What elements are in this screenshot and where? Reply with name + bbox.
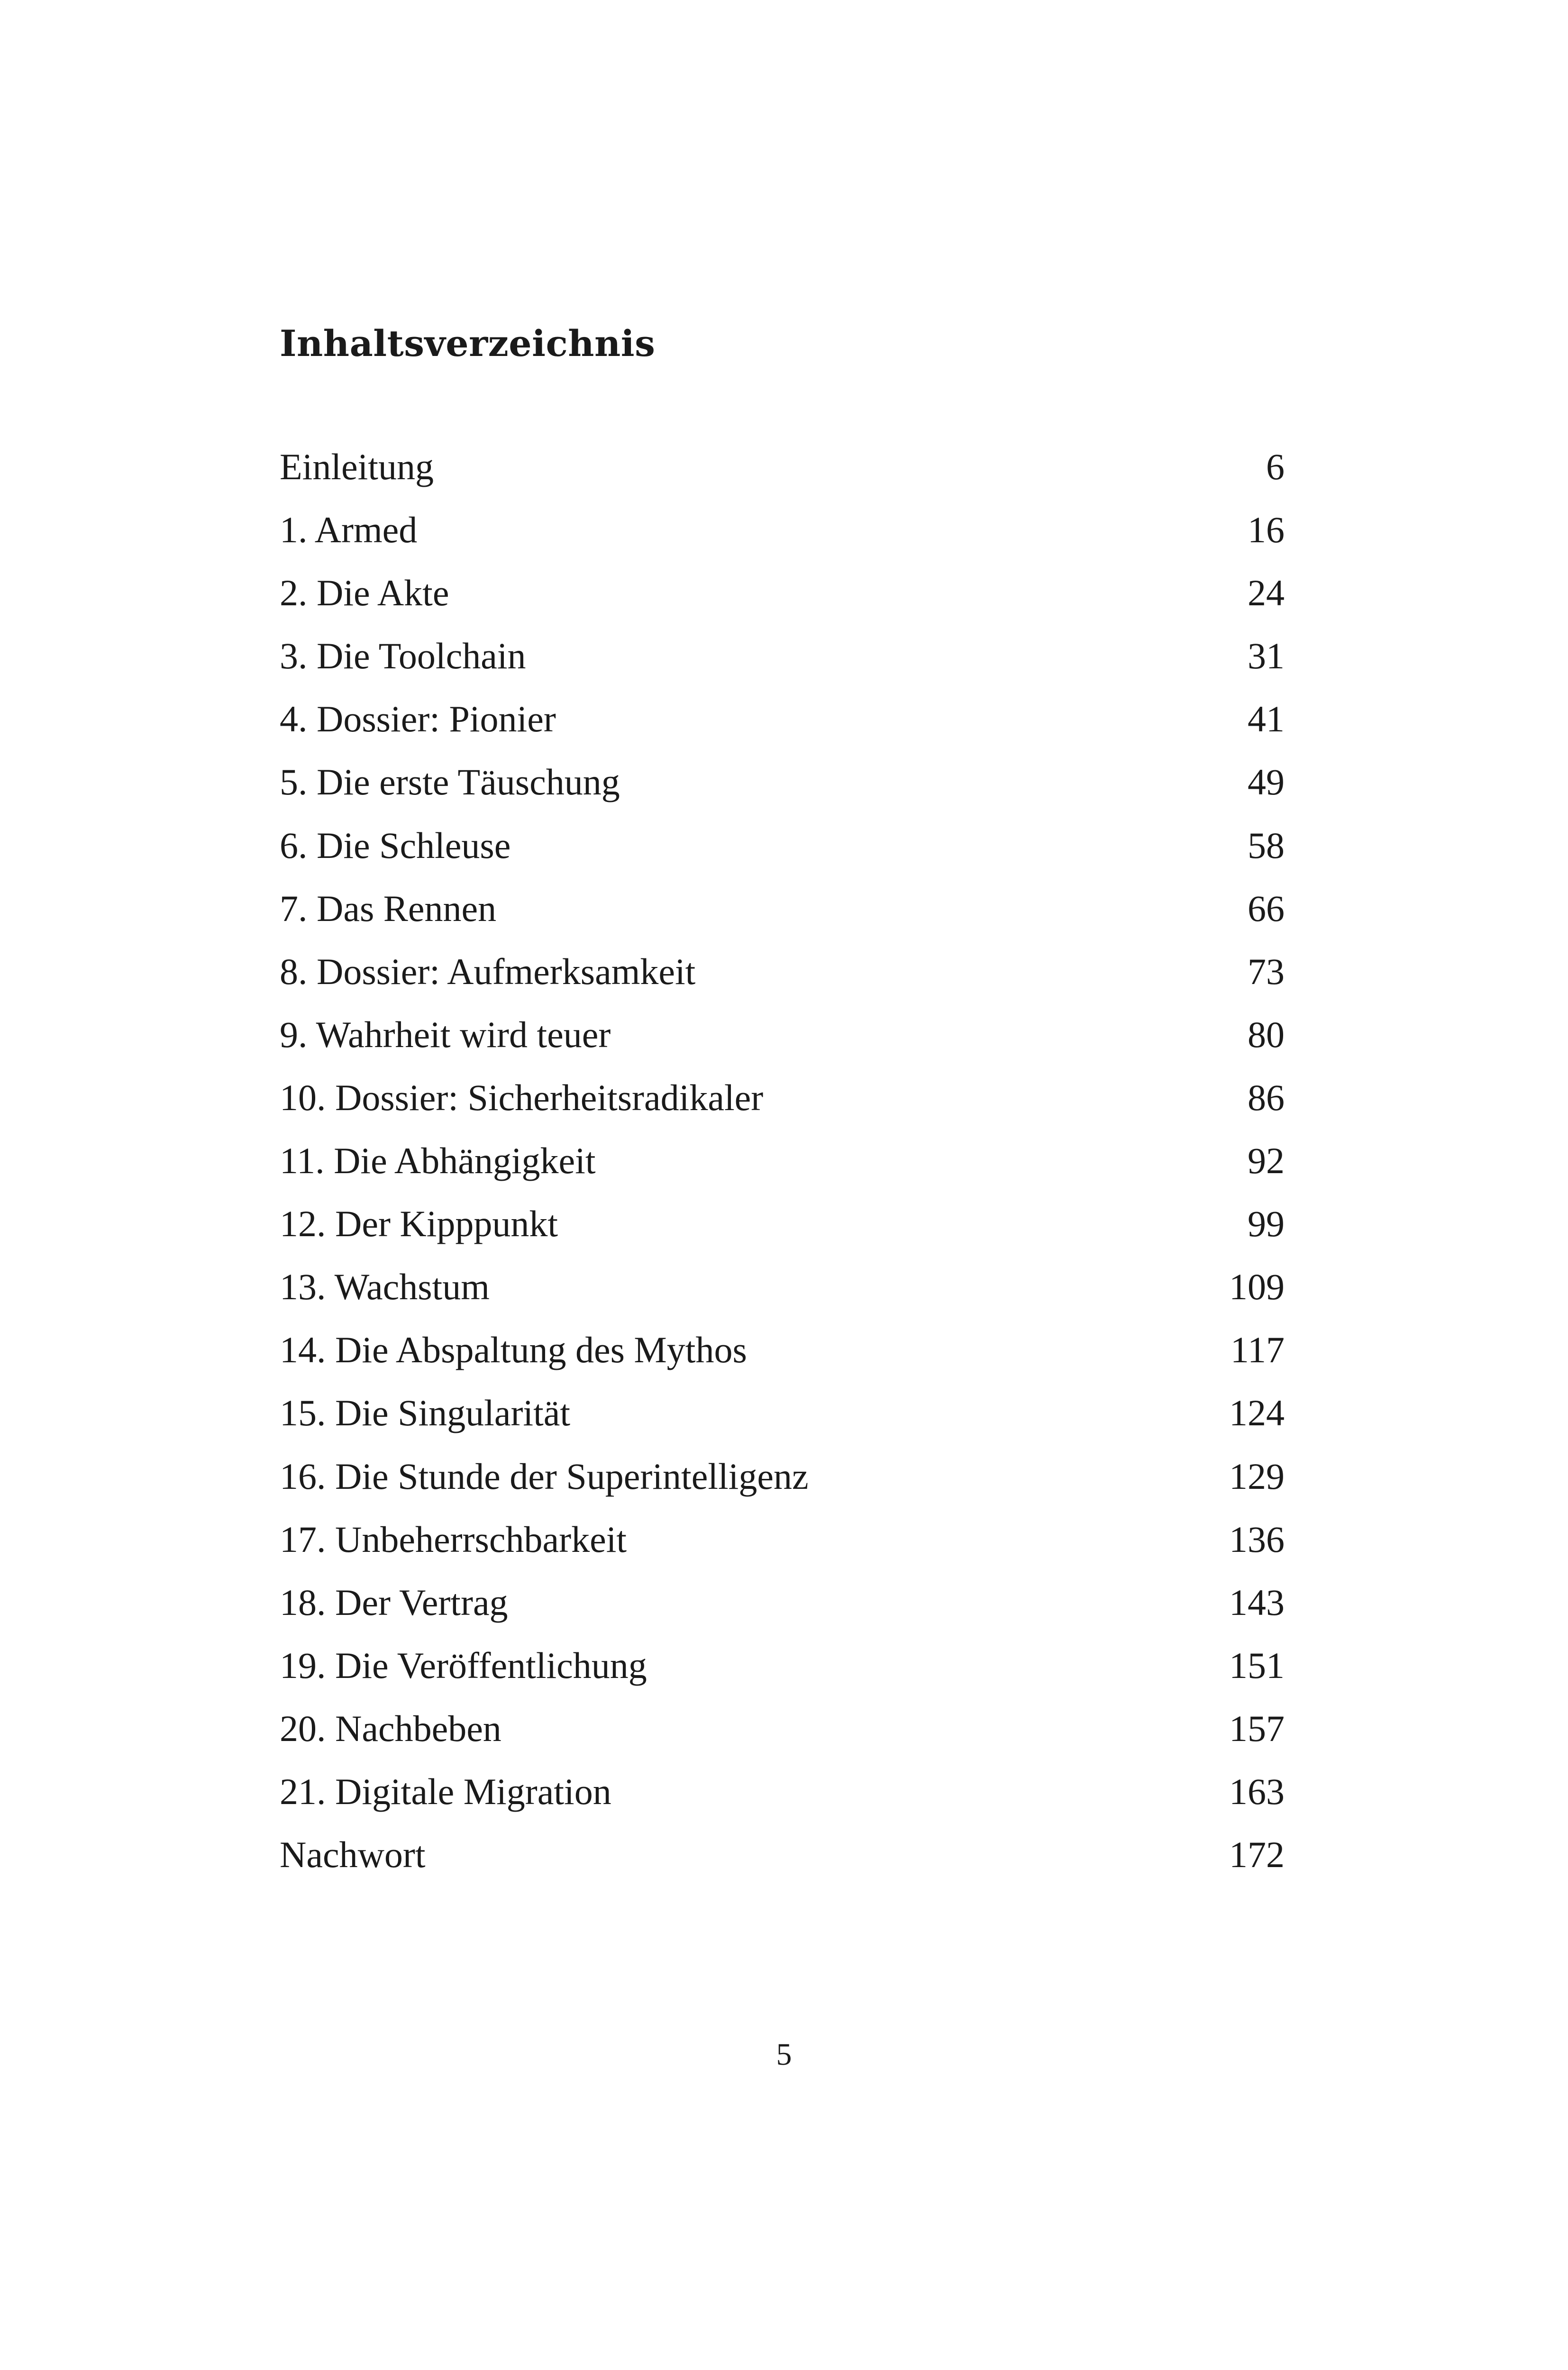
toc-entry-label: 5. Die erste Täuschung [280,761,620,803]
toc-entry-label: 13. Wachstum [280,1266,490,1308]
toc-entry-page: 86 [1248,1076,1285,1118]
toc-entry-label: 20. Nachbeben [280,1707,501,1749]
toc-entry-20 [280,1703,1285,1766]
toc-entry-9 [280,1009,1285,1072]
toc-entry-label: 19. Die Veröffentlichung [280,1644,647,1686]
toc-title: Inhaltsverzeichnis [280,322,656,365]
toc-entry-page: 157 [1229,1707,1285,1749]
toc-entry-10 [280,1072,1285,1135]
toc-entry-6 [280,820,1285,883]
toc-entry-page: 24 [1248,572,1285,614]
toc-entry-5 [280,756,1285,819]
toc-entry-page: 109 [1229,1266,1285,1308]
toc-entry-label: 12. Der Kipppunkt [280,1203,558,1245]
toc-entry-label: 21. Digitale Migration [280,1770,611,1812]
toc-entry-label: 15. Die Singularität [280,1392,571,1434]
toc-entry-21 [280,1766,1285,1829]
toc-entry-page: 172 [1229,1834,1285,1876]
toc-entry-page: 92 [1248,1140,1285,1182]
toc-entry-page: 143 [1229,1581,1285,1623]
page-number: 5 [776,2037,792,2072]
toc-entry-2 [280,567,1285,630]
toc-entry-14 [280,1324,1285,1387]
toc-entry-label: 8. Dossier: Aufmerksamkeit [280,950,696,992]
toc-entry-label: 16. Die Stunde der Superintelligenz [280,1455,809,1497]
toc-entry-label: 7. Das Rennen [280,887,497,929]
toc-entry-page: 31 [1248,635,1285,677]
toc-entry-page: 163 [1229,1770,1285,1812]
toc-entry-label: 2. Die Akte [280,572,449,614]
toc-entry-page: 66 [1248,887,1285,929]
toc-entry-label: 9. Wahrheit wird teuer [280,1013,611,1055]
toc-entry-19 [280,1640,1285,1703]
toc-entry-label: 3. Die Toolchain [280,635,526,677]
toc-entry-8 [280,946,1285,1009]
toc-entry-4 [280,693,1285,756]
toc-entry-page: 41 [1248,698,1285,740]
toc-entry-page: 58 [1248,824,1285,866]
toc-entry-7 [280,883,1285,946]
toc-entry-page: 136 [1229,1518,1285,1560]
toc-entry-label: Einleitung [280,446,434,487]
toc-entry-15 [280,1387,1285,1450]
toc-entry-label: 17. Unbeherrschbarkeit [280,1518,627,1560]
toc-entry-label: 10. Dossier: Sicherheitsradikaler [280,1076,764,1118]
toc-entry-label: 18. Der Vertrag [280,1581,508,1623]
toc-entry-18 [280,1577,1285,1640]
toc-entry-page: 16 [1248,509,1285,551]
toc-entry-nachwort [280,1829,1285,1892]
toc-entry-page: 49 [1248,761,1285,803]
toc-entry-16 [280,1450,1285,1513]
toc-entry-page: 124 [1229,1392,1285,1434]
toc-entry-page: 117 [1230,1329,1285,1371]
toc-entry-page: 6 [1266,446,1285,487]
toc-entry-label: Nachwort [280,1834,426,1876]
toc-entry-page: 99 [1248,1203,1285,1245]
toc-entry-page: 80 [1248,1013,1285,1055]
toc-entry-13 [280,1261,1285,1324]
toc-entry-page: 73 [1248,950,1285,992]
toc-entry-page: 129 [1229,1455,1285,1497]
toc-entry-11 [280,1135,1285,1198]
toc-entry-1 [280,504,1285,567]
toc-entry-12 [280,1198,1285,1261]
toc-entry-page: 151 [1229,1644,1285,1686]
toc-entry-3 [280,630,1285,693]
toc-entry-label: 11. Die Abhängigkeit [280,1140,596,1182]
toc-entry-label: 6. Die Schleuse [280,824,511,866]
toc-entry-einleitung [280,441,1285,504]
toc-entry-label: 4. Dossier: Pionier [280,698,556,740]
toc-entry-label: 14. Die Abspaltung des Mythos [280,1329,747,1371]
toc-entry-17 [280,1513,1285,1577]
toc-list [280,441,1285,1892]
toc-entry-label: 1. Armed [280,509,418,551]
